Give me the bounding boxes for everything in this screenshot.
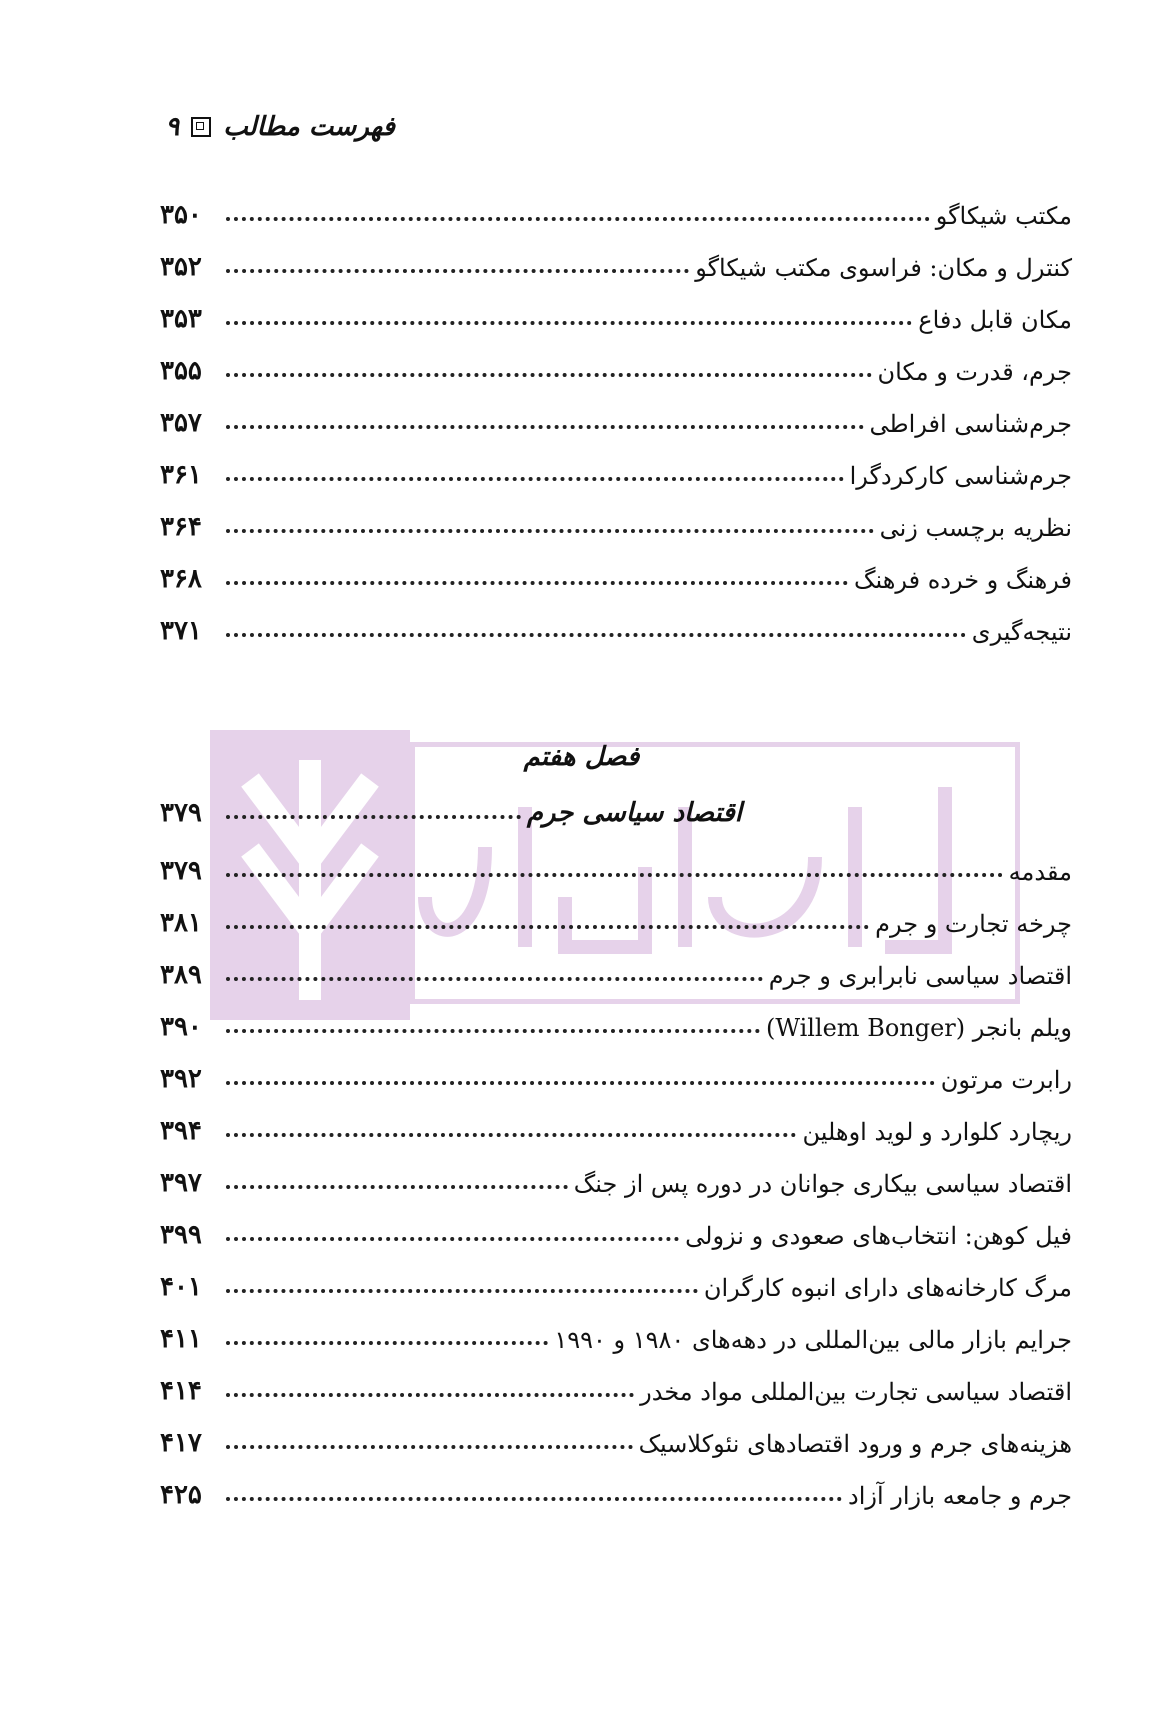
header-title: فهرست مطالب bbox=[223, 112, 395, 142]
dot-leader bbox=[226, 477, 844, 481]
entry-page: ۳۵۵ bbox=[160, 356, 202, 386]
entry-title: کنترل و مکان: فراسوی مکتب شیکاگو bbox=[695, 254, 1072, 282]
entry-page: ۴۱۱ bbox=[160, 1324, 202, 1354]
toc-entry[interactable] bbox=[160, 894, 1072, 938]
entry-page: ۴۰۱ bbox=[160, 1272, 202, 1302]
toc-entry[interactable] bbox=[160, 1102, 1072, 1146]
entry-title: جرایم بازار مالی بین‌المللی در دهه‌های ۱۹۸۰ و ۱۹۹۰ bbox=[554, 1326, 1072, 1354]
entry-page: ۳۷۱ bbox=[160, 616, 202, 646]
dot-leader bbox=[226, 269, 689, 273]
dot-leader bbox=[226, 873, 1003, 877]
dot-leader bbox=[226, 1185, 568, 1189]
entry-title: جرم و جامعه بازار آزاد bbox=[848, 1482, 1072, 1510]
running-header bbox=[165, 112, 395, 142]
entry-page: ۳۵۰ bbox=[160, 200, 202, 230]
toc-entry[interactable] bbox=[160, 946, 1072, 990]
entry-title: مکان قابل دفاع bbox=[918, 306, 1072, 334]
entry-title: نتیجه‌گیری bbox=[971, 618, 1072, 646]
toc-entry[interactable] bbox=[160, 1258, 1072, 1302]
entry-page: ۴۱۷ bbox=[160, 1428, 202, 1458]
toc-entry[interactable] bbox=[160, 498, 1072, 542]
chapter-title: اقتصاد سیاسی جرم bbox=[526, 798, 742, 828]
dot-leader bbox=[226, 977, 763, 981]
dot-leader bbox=[226, 1237, 679, 1241]
entry-title: مکتب شیکاگو bbox=[935, 202, 1072, 230]
entry-page: ۳۵۳ bbox=[160, 304, 202, 334]
toc-entry[interactable] bbox=[160, 1050, 1072, 1094]
entry-page: ۴۱۴ bbox=[160, 1376, 202, 1406]
toc-entry[interactable] bbox=[160, 842, 1072, 886]
entry-title: جرم‌شناسی افراطی bbox=[869, 410, 1072, 438]
toc-entry[interactable] bbox=[160, 186, 1072, 230]
entry-title: اقتصاد سیاسی بیکاری جوانان در دوره پس از جنگ bbox=[573, 1170, 1072, 1198]
entry-title: ویلم بانجر (Willem Bonger) bbox=[765, 1014, 1072, 1042]
dot-leader bbox=[226, 1289, 698, 1293]
toc-entry[interactable] bbox=[160, 998, 1072, 1042]
entry-title: جرم، قدرت و مکان bbox=[877, 358, 1072, 386]
dot-leader bbox=[226, 425, 864, 429]
entry-page: ۳۹۹ bbox=[160, 1220, 202, 1250]
chapter-title-row[interactable] bbox=[160, 784, 1072, 828]
entry-title: اقتصاد سیاسی نابرابری و جرم bbox=[768, 962, 1072, 990]
toc-entry[interactable] bbox=[160, 1310, 1072, 1354]
toc-entry[interactable] bbox=[160, 1466, 1072, 1510]
entry-page: ۳۷۹ bbox=[160, 856, 202, 886]
toc-entry[interactable] bbox=[160, 1206, 1072, 1250]
entry-title: چرخه تجارت و جرم bbox=[875, 910, 1072, 938]
header-page-number: ۹ bbox=[165, 112, 180, 142]
entry-page: ۳۹۰ bbox=[160, 1012, 202, 1042]
entry-title: اقتصاد سیاسی تجارت بین‌المللی مواد مخدر bbox=[640, 1378, 1072, 1406]
dot-leader bbox=[226, 1133, 796, 1137]
entry-page: ۳۶۱ bbox=[160, 460, 202, 490]
dot-leader bbox=[226, 217, 930, 221]
entry-page: ۳۹۴ bbox=[160, 1116, 202, 1146]
dot-leader bbox=[226, 1341, 548, 1345]
dot-leader bbox=[226, 1029, 760, 1033]
entry-title: جرم‌شناسی کارکردگرا bbox=[849, 462, 1072, 490]
toc-entry[interactable] bbox=[160, 342, 1072, 386]
dot-leader bbox=[226, 925, 869, 929]
toc-entry[interactable] bbox=[160, 1414, 1072, 1458]
entry-title: رابرت مرتون bbox=[940, 1066, 1072, 1094]
toc-entry[interactable] bbox=[160, 290, 1072, 334]
toc-entry[interactable] bbox=[160, 1362, 1072, 1406]
entry-page: ۳۶۴ bbox=[160, 512, 202, 542]
entry-page: ۳۹۷ bbox=[160, 1168, 202, 1198]
entry-page: ۳۷۹ bbox=[160, 798, 202, 828]
toc-entry[interactable] bbox=[160, 1154, 1072, 1198]
toc-entry[interactable] bbox=[160, 394, 1072, 438]
dot-leader bbox=[226, 529, 874, 533]
entry-title: هزینه‌های جرم و ورود اقتصادهای نئوکلاسیک bbox=[638, 1430, 1072, 1458]
toc-entry[interactable] bbox=[160, 238, 1072, 282]
entry-page: ۳۶۸ bbox=[160, 564, 202, 594]
dot-leader bbox=[226, 1081, 935, 1085]
entry-title: فرهنگ و خرده فرهنگ bbox=[853, 566, 1072, 594]
entry-title: مرگ کارخانه‌های دارای انبوه کارگران bbox=[703, 1274, 1072, 1302]
entry-title: ریچارد کلوارد و لوید اوهلین bbox=[802, 1118, 1072, 1146]
dot-leader bbox=[226, 581, 848, 585]
entry-page: ۳۵۷ bbox=[160, 408, 202, 438]
entry-page: ۳۵۲ bbox=[160, 252, 202, 282]
toc-entry[interactable] bbox=[160, 602, 1072, 646]
entry-title: مقدمه bbox=[1008, 858, 1072, 886]
toc-entry[interactable] bbox=[160, 550, 1072, 594]
entry-title: فیل کوهن: انتخاب‌های صعودی و نزولی bbox=[685, 1222, 1072, 1250]
chapter-label: فصل هفتم bbox=[523, 742, 640, 772]
dot-leader bbox=[226, 1445, 633, 1449]
entry-page: ۳۸۹ bbox=[160, 960, 202, 990]
dot-leader bbox=[226, 815, 521, 819]
square-ornament-icon bbox=[191, 117, 211, 137]
dot-leader bbox=[226, 1393, 634, 1397]
dot-leader bbox=[226, 373, 872, 377]
entry-page: ۴۲۵ bbox=[160, 1480, 202, 1510]
entry-title: نظریه برچسب زنی bbox=[879, 514, 1072, 542]
dot-leader bbox=[226, 321, 912, 325]
dot-leader bbox=[226, 633, 966, 637]
entry-page: ۳۸۱ bbox=[160, 908, 202, 938]
entry-page: ۳۹۲ bbox=[160, 1064, 202, 1094]
toc-entry[interactable] bbox=[160, 446, 1072, 490]
dot-leader bbox=[226, 1497, 842, 1501]
